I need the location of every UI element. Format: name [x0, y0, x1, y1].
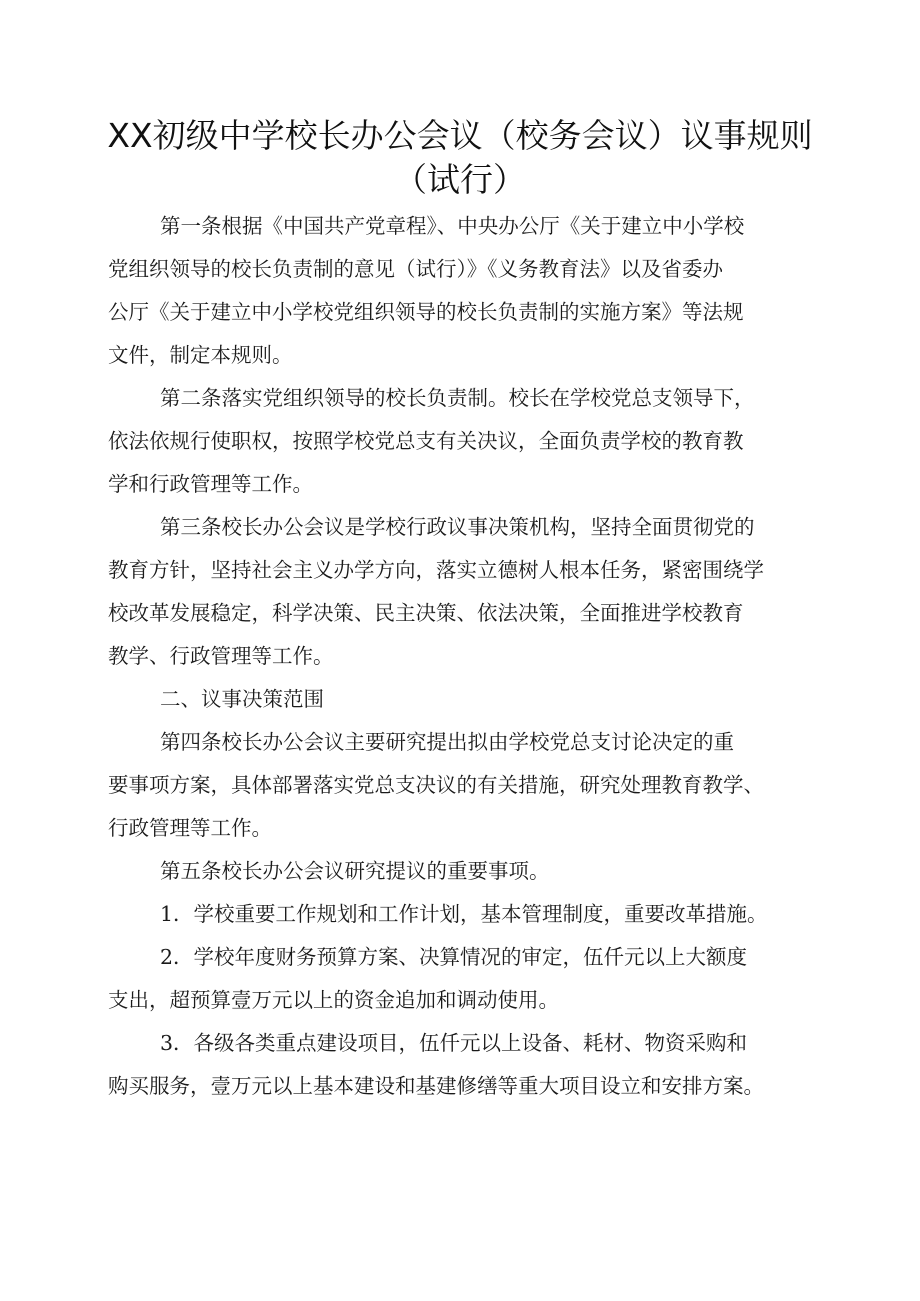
article-3-line-3: 校改革发展稳定，科学决策、民主决策、依法决策，全面推进学校教育: [108, 601, 744, 625]
article-2-line-1: 第二条落实党组织领导的校长负责制。校长在学校党总支领导下，: [160, 386, 755, 410]
article-5-line-1: 第五条校长办公会议研究提议的重要事项。: [160, 859, 550, 883]
article-3-line-1: 第三条校长办公会议是学校行政议事决策机构，坚持全面贯彻党的: [160, 515, 755, 539]
item-2-line-2: 支出，超预算壹万元以上的资金追加和调动使用。: [108, 988, 559, 1012]
item-2-line-1: 2．学校年度财务预算方案、决算情况的审定，伍仟元以上大额度: [160, 945, 748, 969]
document-title-subtitle: （试行）: [394, 160, 526, 199]
section-heading-2: 二、议事决策范围: [160, 687, 324, 711]
article-1-line-4: 文件，制定本规则。: [108, 343, 293, 367]
article-4-line-1: 第四条校长办公会议主要研究提出拟由学校党总支讨论决定的重: [160, 730, 734, 754]
item-1-line-1: 1．学校重要工作规划和工作计划，基本管理制度，重要改革措施。: [160, 902, 768, 926]
article-2-line-3: 学和行政管理等工作。: [108, 472, 313, 496]
article-1-line-3: 公厅《关于建立中小学校党组织领导的校长负责制的实施方案》等法规: [108, 300, 744, 324]
article-1-line-1: 第一条根据《中国共产党章程》、中央办公厅《关于建立中小学校: [160, 214, 745, 238]
article-4-line-2: 要事项方案，具体部署落实党总支决议的有关措施，研究处理教育教学、: [108, 773, 764, 797]
item-3-line-1: 3．各级各类重点建设项目，伍仟元以上设备、耗材、物资采购和: [160, 1031, 748, 1055]
article-4-line-3: 行政管理等工作。: [108, 816, 272, 840]
article-2-line-2: 依法依规行使职权，按照学校党总支有关决议，全面负责学校的教育教: [108, 429, 744, 453]
article-1-line-2: 党组织领导的校长负责制的意见（试行）》《义务教育法》以及省委办: [108, 257, 723, 281]
document-title: XX初级中学校长办公会议（校务会议）议事规则: [107, 116, 813, 155]
article-3-line-2: 教育方针，坚持社会主义办学方向，落实立德树人根本任务，紧密围绕学: [108, 558, 764, 582]
article-3-line-4: 教学、行政管理等工作。: [108, 644, 334, 668]
item-3-line-2: 购买服务，壹万元以上基本建设和基建修缮等重大项目设立和安排方案。: [108, 1074, 764, 1098]
